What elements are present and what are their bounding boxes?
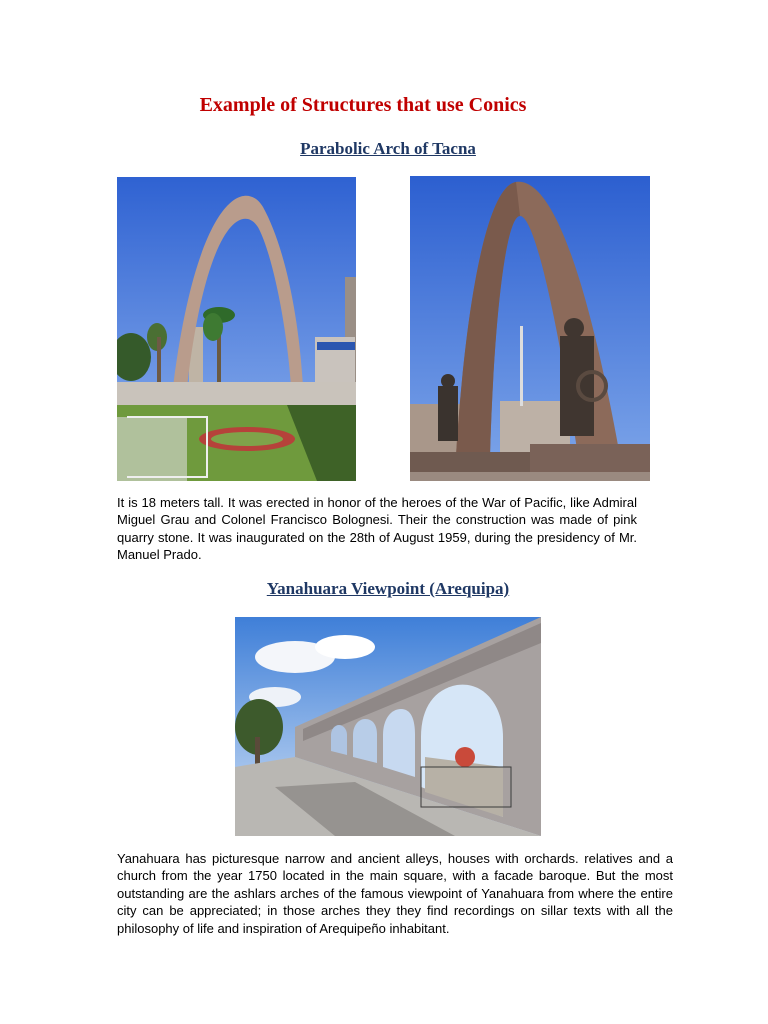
section-heading-yanahuara: Yanahuara Viewpoint (Arequipa) bbox=[266, 579, 510, 598]
page-title: Example of Structures that use Conics bbox=[199, 94, 527, 116]
tacna-description: It is 18 meters tall. It was erected in honor of the heroes of the War of Pacific, like Admiral Miguel Grau and Colonel Francisco Bolognesi. Their the construction was made of pink quarry stone. It was inaugurated on the 28th of August 1959, during the presidency of Mr. Manuel Prado. bbox=[117, 495, 637, 563]
yanahuara-description: Yanahuara has picturesque narrow and ancient alleys, houses with orchards. relatives and a church from the year 1750 located in the main square, with a facade baroque. But the most outstanding are the ashlars arches of the famous viewpoint of Yanahuara from where the entire city can be appreciated; in those arches they they find recordings on sillar texts with all the philosophy of life and inspiration of Arequipeño inhabitant. bbox=[117, 851, 673, 936]
tacna-arch-photo-closeup bbox=[410, 176, 650, 481]
yanahuara-arches-photo bbox=[235, 617, 541, 836]
tacna-arch-photo-wide bbox=[117, 177, 356, 481]
section-heading-tacna: Parabolic Arch of Tacna bbox=[300, 139, 476, 158]
